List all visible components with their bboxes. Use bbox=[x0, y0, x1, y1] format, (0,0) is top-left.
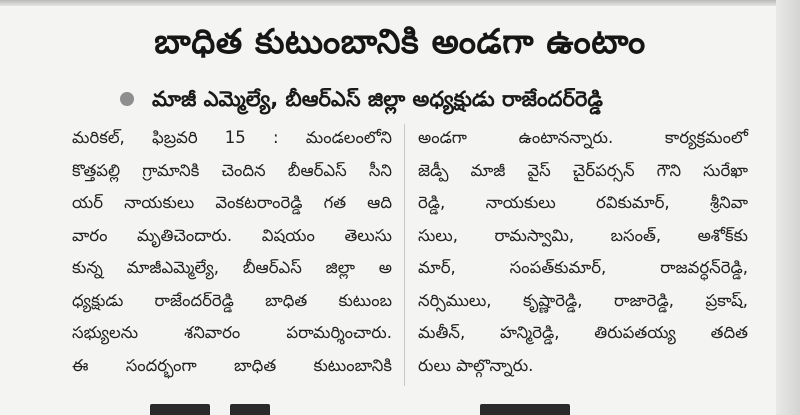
body-line: జెడ్పీ మాజీ వైస్ చైర్‌పర్సన్ గౌని సురేఖా bbox=[418, 160, 748, 180]
body-line: మార్, సంపత్‌కుమార్, రాజవర్ధన్‌రెడ్డి, bbox=[418, 258, 748, 277]
body-line: మతీన్, హన్మిరెడ్డి, తిరుపతయ్య తదిత bbox=[418, 323, 748, 342]
next-article-fragment bbox=[150, 404, 210, 415]
next-article-fragment bbox=[480, 404, 570, 415]
body-line: వారం మృతిచెందారు. విషయం తెలుసు bbox=[72, 225, 392, 245]
body-line: ఈ సందర్భంగా బాధిత కుటుంబానికి bbox=[72, 355, 392, 375]
subheadline-text: మాజీ ఎమ్మెల్యే, బీఆర్ఎస్ జిల్లా అధ్యక్షుడు రాజేందర్‌రెడ్డి bbox=[152, 87, 603, 111]
next-article-fragment bbox=[230, 404, 270, 415]
body-line: సులు, రామస్వామి, బసంత్, అశోక్‌కు bbox=[418, 225, 748, 245]
body-line: యర్ నాయకులు వెంకటరాంరెడ్డి గత ఆది bbox=[72, 193, 392, 212]
body-line: రులు పాల్గొన్నారు. bbox=[418, 355, 534, 375]
body-line: నర్సిములు, కృష్ణారెడ్డి, రాజారెడ్డి, ప్రకాష్, bbox=[418, 290, 748, 310]
article-headline: బాధిత కుటుంబానికి అండగా ఉంటాం bbox=[154, 22, 646, 62]
body-line: మరికల్, ఫిబ్రవరి 15 : మండలంలోని bbox=[72, 128, 392, 147]
article-subheadline bbox=[120, 84, 603, 114]
body-line: కొత్తపల్లి గ్రామానికి చెందిన బీఆర్ఎస్ సీని bbox=[72, 160, 392, 180]
page-edge-shadow bbox=[776, 0, 800, 415]
top-rule bbox=[0, 0, 800, 6]
body-line: రెడ్డి, నాయకులు రవికుమార్, శ్రీనివా bbox=[418, 193, 748, 212]
body-line: అండగా ఉంటానన్నారు. కార్యక్రమంలో bbox=[418, 128, 748, 147]
bullet-icon bbox=[120, 92, 134, 106]
body-line: కున్న మాజీఎమ్మెల్యే, బీఆర్ఎస్ జిల్లా అ bbox=[72, 258, 392, 277]
right-column bbox=[418, 122, 748, 382]
body-line: ధ్యక్షుడు రాజేందర్‌రెడ్డి బాధిత కుటుంబ bbox=[72, 290, 392, 310]
body-line: సభ్యులను శనివారం పరామర్శించారు. bbox=[72, 323, 392, 342]
column-divider bbox=[404, 124, 405, 386]
left-column bbox=[72, 122, 392, 382]
